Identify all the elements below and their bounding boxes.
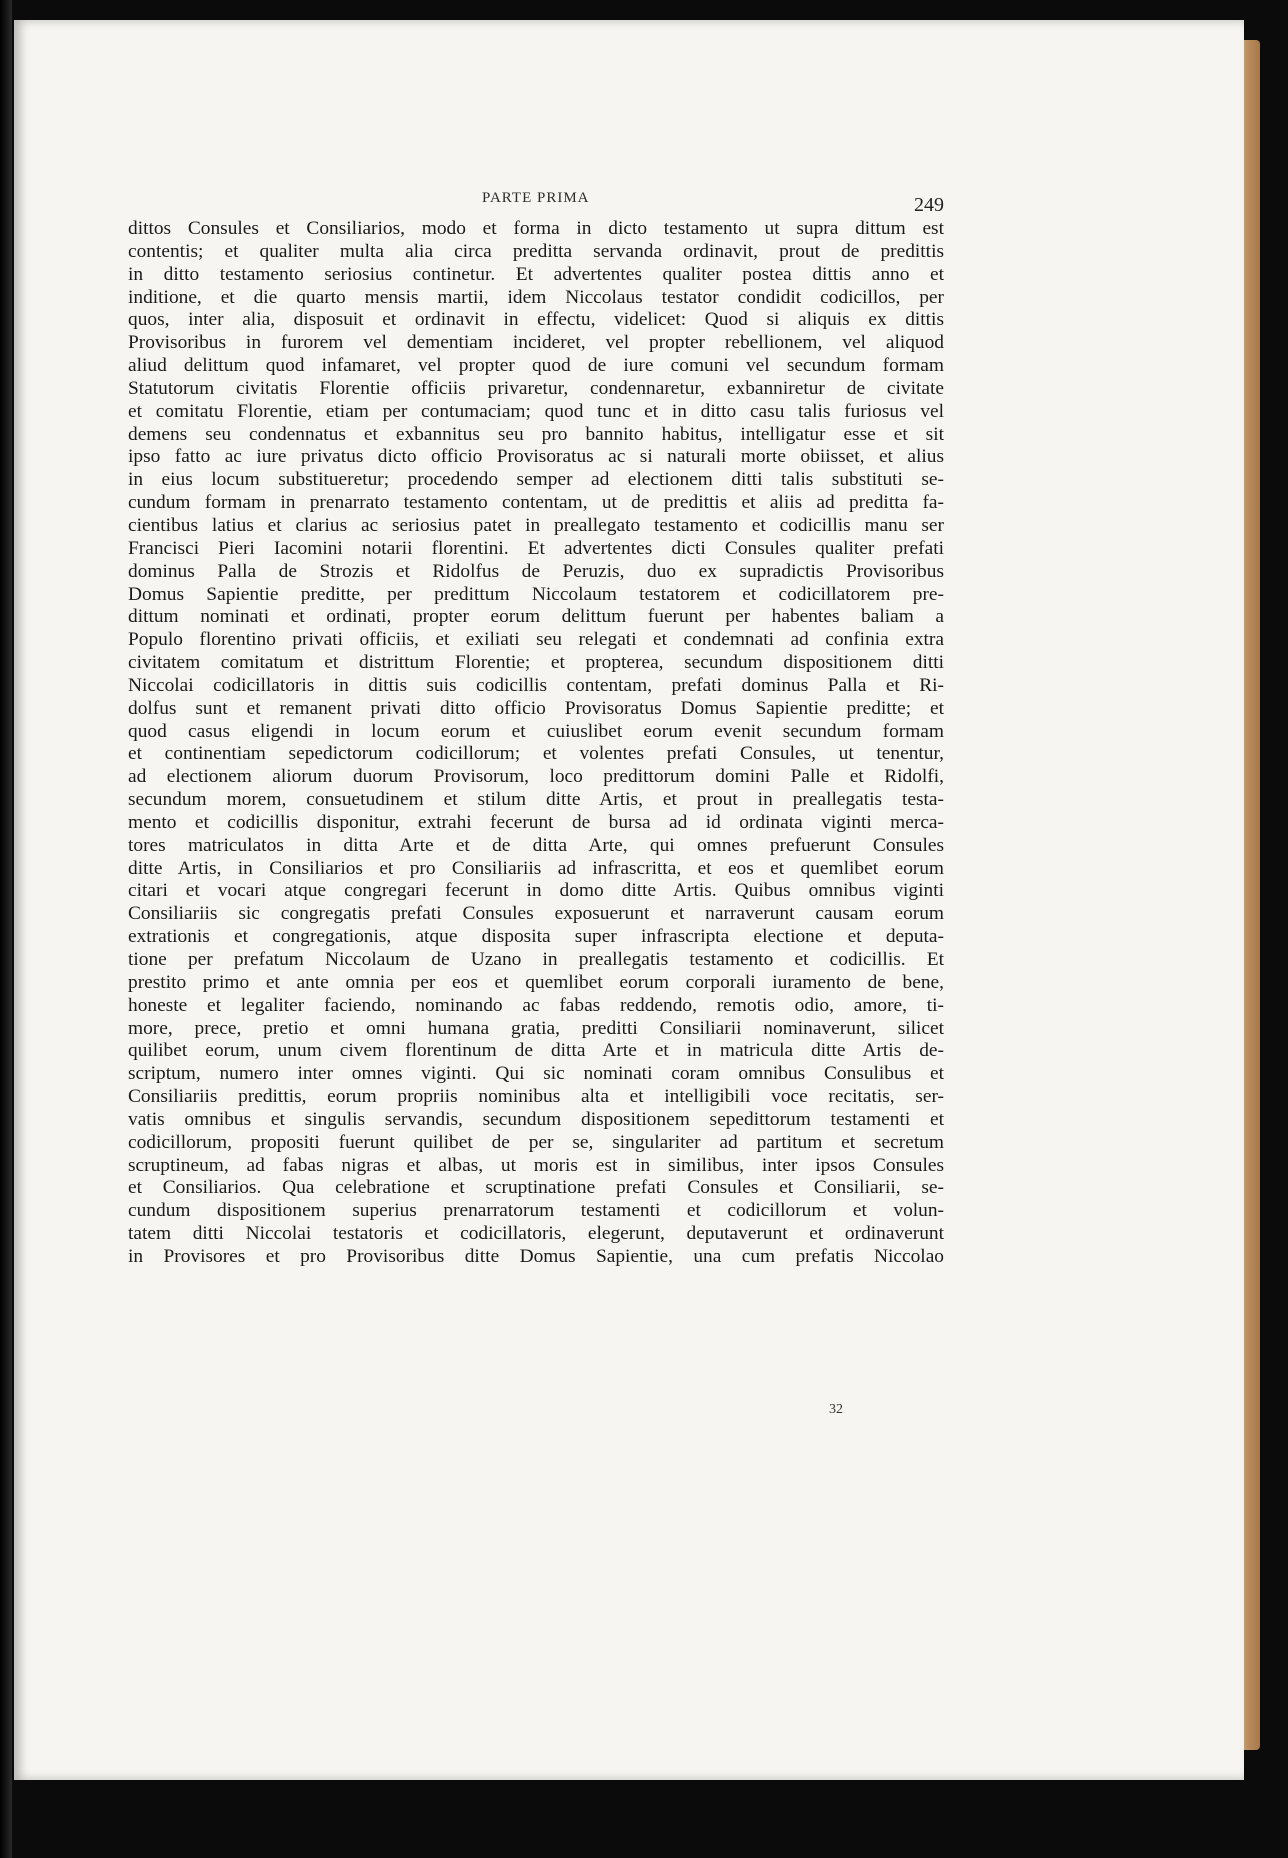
text-line: contentis; et qualiter multa alia circa preditta servanda ordinavit, prout de predittis <box>128 240 944 262</box>
text-line: more, prece, pretio et omni humana gratia, preditti Consiliarii nominaverunt, silicet <box>128 1017 944 1039</box>
text-line: Consiliariis sic congregatis prefati Consules exposuerunt et narraverunt causam eorum <box>128 903 944 925</box>
text-line: civitatem comitatum et distrittum Florentie; et propterea, secundum dispositionem ditti <box>128 652 944 674</box>
text-line: aliud delittum quod infamaret, vel propter quod de iure comuni vel secundum formam <box>128 355 944 377</box>
text-line: secundum morem, consuetudinem et stilum ditte Artis, et prout in preallegatis testa- <box>128 789 944 811</box>
text-line: Populo florentino privati officiis, et exiliati seu relegati et condemnati ad confinia extra <box>128 629 944 651</box>
text-line: demens seu condennatus et exbannitus seu pro bannito habitus, intelligatur esse et sit <box>128 423 944 445</box>
text-line: ad electionem aliorum duorum Provisorum, loco predittorum domini Palle et Ridolfi, <box>128 766 944 788</box>
text-line: tione per prefatum Niccolaum de Uzano in preallegatis testamento et codicillis. Et <box>128 949 944 970</box>
text-line: in eius locum substitueretur; procedendo semper ad electionem ditti talis substituti se- <box>128 469 944 491</box>
page-number: 249 <box>914 194 944 216</box>
text-line: codicillorum, propositi fuerunt quilibet de per se, singulariter ad partitum et secretum <box>128 1131 944 1153</box>
book-page <box>14 20 1244 1780</box>
book-spine-shadow <box>0 0 12 1858</box>
running-head: PARTE PRIMA <box>482 190 590 206</box>
text-line: et Consiliarios. Qua celebratione et scruptinatione prefati Consules et Consiliarii, se- <box>128 1177 944 1199</box>
text-line: citari et vocari atque congregari fecerunt in domo ditte Artis. Quibus omnibus viginti <box>128 880 944 902</box>
text-line: cundum formam in prenarrato testamento contentam, ut de predittis et aliis ad preditta fa- <box>128 492 944 514</box>
text-line: tatem ditti Niccolai testatoris et codicillatoris, elegerunt, deputaverunt et ordinaverunt <box>128 1223 944 1245</box>
text-line: cundum dispositionem superius prenarratorum testamenti et codicillorum et volun- <box>128 1200 944 1222</box>
text-line: in Provisores et pro Provisoribus ditte Domus Sapientie, una cum prefatis Niccolao <box>128 1245 944 1267</box>
text-line: scriptum, numero inter omnes viginti. Qui sic nominati coram omnibus Consulibus et <box>128 1063 944 1085</box>
text-line: mento et codicillis disponitur, extrahi fecerunt de bursa ad id ordinata viginti merca- <box>128 811 944 833</box>
text-line: vatis omnibus et singulis servandis, secundum dispositionem sepedittorum testamenti et <box>128 1108 944 1130</box>
text-line: dolfus sunt et remanent privati ditto officio Provisoratus Domus Sapientie preditte; et <box>128 697 944 719</box>
text-line: inditione, et die quarto mensis martii, idem Niccolaus testator condidit codicillos, per <box>128 286 944 308</box>
text-line: quilibet eorum, unum civem florentinum de ditta Arte et in matricula ditte Artis de- <box>128 1040 944 1062</box>
text-line: Provisoribus in furorem vel dementiam incideret, vel propter rebellionem, vel aliquod <box>128 332 944 354</box>
text-line: extrationis et congregationis, atque disposita super infrascripta electione et deputa- <box>128 926 944 948</box>
body-text <box>128 218 944 1269</box>
text-line: ditte Artis, in Consiliarios et pro Consiliariis ad infrascritta, et eos et quemlibet eorum <box>128 857 944 879</box>
text-line: dittum nominati et ordinati, propter eorum delittum fuerunt per habentes baliam a <box>128 606 944 628</box>
text-line: Francisci Pieri Iacomini notarii florentini. Et advertentes dicti Consules qualiter prefati <box>128 537 944 559</box>
text-line: et comitatu Florentie, etiam per contumaciam; quod tunc et in ditto casu talis furiosus vel <box>128 400 944 422</box>
text-line: quos, inter alia, disposuit et ordinavit in effectu, videlicet: Quod si aliquis ex dittis <box>128 309 944 331</box>
text-line: quod casus eligendi in locum eorum et cuiuslibet eorum evenit secundum formam <box>128 720 944 742</box>
text-line: dominus Palla de Strozis et Ridolfus de Peruzis, duo ex supradictis Provisoribus <box>128 560 944 582</box>
text-line: cientibus latius et clarius ac seriosius patet in preallegato testamento et codicillis manu ser <box>128 514 944 536</box>
text-line: honeste et legaliter faciendo, nominando ac fabas reddendo, remotis odio, amore, ti- <box>128 994 944 1016</box>
signature-mark: 32 <box>829 1402 843 1417</box>
text-line: prestito primo et ante omnia per eos et quemlibet eorum corporali iuramento de bene, <box>128 971 944 993</box>
text-line: et continentiam sepedictorum codicillorum; et volentes prefati Consules, ut tenentur, <box>128 743 944 765</box>
text-line: in ditto testamento seriosius continetur. Et advertentes qualiter postea dittis anno et <box>128 263 944 285</box>
text-line: Niccolai codicillatoris in dittis suis codicillis contentam, prefati dominus Palla et Ri- <box>128 674 944 696</box>
text-line: scruptineum, ad fabas nigras et albas, ut moris est in similibus, inter ipsos Consules <box>128 1154 944 1176</box>
text-line: tores matriculatos in ditta Arte et de ditta Arte, qui omnes prefuerunt Consules <box>128 834 944 856</box>
text-line: Statutorum civitatis Florentie officiis privaretur, condennaretur, exbanniretur de civitate <box>128 377 944 399</box>
text-line: dittos Consules et Consiliarios, modo et forma in dicto testamento ut supra dittum est <box>128 218 944 239</box>
text-line: Consiliariis predittis, eorum propriis nominibus alta et intelligibili voce recitatis, ser- <box>128 1086 944 1108</box>
text-line: Domus Sapientie preditte, per predittum Niccolaum testatorem et codicillatorem pre- <box>128 583 944 605</box>
text-line: ipso fatto ac iure privatus dicto officio Provisoratus ac si naturali morte obiisset, et alius <box>128 446 944 468</box>
